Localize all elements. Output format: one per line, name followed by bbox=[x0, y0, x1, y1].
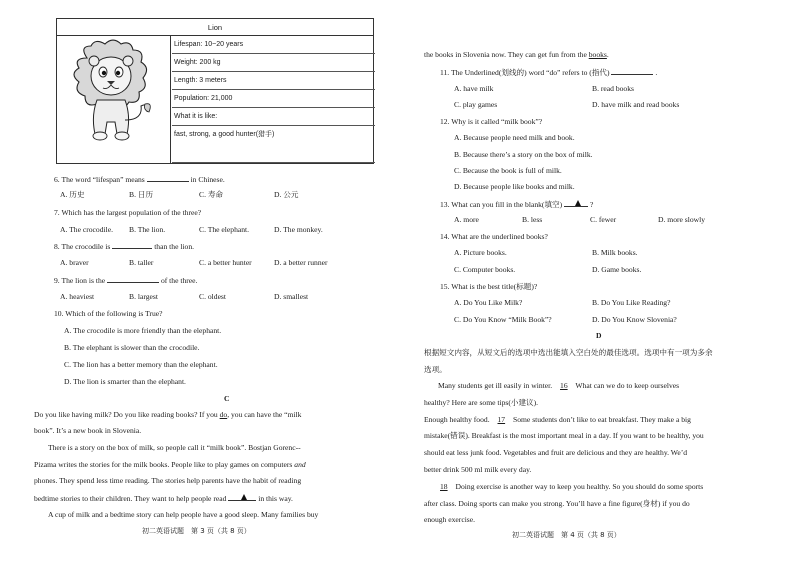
q13-option-d[interactable]: D. more slowly bbox=[658, 215, 706, 224]
question-8-stem bbox=[54, 242, 194, 252]
lion-cartoon-image bbox=[57, 36, 169, 161]
q13-blank[interactable] bbox=[564, 200, 588, 207]
passage-c-continuation bbox=[424, 51, 609, 60]
blank-18[interactable]: 18 bbox=[440, 482, 448, 491]
passage-c-blank-13[interactable] bbox=[228, 494, 256, 501]
passage-d-line-5: should eat less junk food. Vegetables and fruit are delicious and they are healthy. We’d bbox=[424, 448, 688, 457]
lion-info-table bbox=[56, 18, 374, 164]
passage-c-line-2: book”. It’s a new book in Slovenia. bbox=[34, 426, 142, 435]
q12-option-d[interactable]: D. Because people like books and milk. bbox=[454, 182, 575, 191]
table-row-length: Length: 3 meters bbox=[172, 72, 375, 90]
passage-c-line-3: There is a story on the box of milk, so people call it “milk book”. Bostjan Gorenc-- bbox=[48, 443, 301, 452]
blank-16[interactable]: 16 bbox=[560, 381, 568, 390]
continuation-period: . bbox=[606, 50, 609, 59]
passage-d-p1-b: What can we do to keep ourselves bbox=[575, 381, 680, 390]
triangle-marker-icon bbox=[241, 494, 247, 500]
passage-c-line-7: A cup of milk and a bedtime story can help people have a good sleep. Many families buy bbox=[48, 510, 319, 519]
q9-option-c[interactable]: C. oldest bbox=[199, 292, 227, 301]
passage-d-line-6: better drink 500 ml milk every day. bbox=[424, 465, 532, 474]
passage-c-line-4 bbox=[34, 461, 306, 470]
triangle-marker-icon bbox=[575, 200, 581, 206]
q8-stem-a: 8. The crocodile is bbox=[54, 242, 111, 251]
passage-c-and: and bbox=[294, 460, 306, 469]
q9-option-a[interactable]: A. heaviest bbox=[60, 292, 95, 301]
question-15-stem: 15. What is the best title(标题)? bbox=[440, 282, 538, 291]
q12-option-c[interactable]: C. Because the book is full of milk. bbox=[454, 166, 562, 175]
q7-option-b[interactable]: B. The lion. bbox=[129, 225, 166, 234]
question-7-stem: 7. Which has the largest population of the three? bbox=[54, 208, 202, 217]
section-d-instruction-2: 选项。 bbox=[424, 365, 447, 374]
table-row-weight: Weight: 200 kg bbox=[172, 54, 375, 72]
question-12-stem: 12. Why is it called “milk book”? bbox=[440, 117, 543, 126]
passage-c-line-5: phones. They spend less time reading. The stories help parents have the habit of reading bbox=[34, 476, 302, 485]
section-d-heading: D bbox=[596, 331, 602, 340]
q10-option-a[interactable]: A. The crocodile is more friendly than the elephant. bbox=[64, 326, 222, 335]
passage-d-line-2: healthy? Here are some tips(小建议). bbox=[424, 398, 539, 407]
passage-d-line-7 bbox=[434, 483, 703, 492]
passage-d-line-3 bbox=[424, 416, 691, 425]
q6-stem-b: in Chinese. bbox=[190, 175, 225, 184]
section-d-instruction-1: 根据短文内容，从短文后的选项中选出能填入空白处的最佳选项。选项中有一项为多余 bbox=[424, 348, 713, 357]
q13-stem-b: ? bbox=[590, 200, 594, 209]
q11-option-d[interactable]: D. have milk and read books bbox=[592, 100, 680, 109]
q7-option-d[interactable]: D. The monkey. bbox=[274, 225, 323, 234]
q15-option-c[interactable]: C. Do You Know “Milk Book”? bbox=[454, 315, 552, 324]
q13-option-b[interactable]: B. less bbox=[522, 215, 543, 224]
passage-c-p1-a: Do you like having milk? Do you like reading books? If you bbox=[34, 410, 218, 419]
traits-text: fast, strong, a good hunter(猎手) bbox=[174, 131, 275, 138]
q12-option-b[interactable]: B. Because there’s a story on the box of milk. bbox=[454, 150, 593, 159]
table-row-lifespan: Lifespan: 10~20 years bbox=[172, 36, 375, 54]
q13-stem-a: 13. What can you fill in the blank(填空) bbox=[440, 200, 563, 209]
question-13-stem bbox=[440, 200, 593, 210]
passage-d-p2-a: Enough healthy food. bbox=[424, 415, 490, 424]
q14-option-c[interactable]: C. Computer books. bbox=[454, 265, 516, 274]
q6-option-c[interactable]: C. 寿命 bbox=[199, 190, 224, 199]
table-row-traits bbox=[172, 126, 375, 163]
q11-blank[interactable] bbox=[611, 68, 653, 75]
q9-blank[interactable] bbox=[107, 276, 159, 283]
q15-option-d[interactable]: D. Do You Know Slovenia? bbox=[592, 315, 677, 324]
q11-stem-b: . bbox=[655, 68, 658, 77]
table-row-population: Population: 21,000 bbox=[172, 90, 375, 108]
q7-option-c[interactable]: C. The elephant. bbox=[199, 225, 250, 234]
q9-stem-b: of the three. bbox=[160, 276, 198, 285]
q6-blank[interactable] bbox=[147, 175, 189, 182]
table-row-what-like: What it is like: bbox=[172, 108, 375, 126]
passage-d-p2-b: Some students don’t like to eat breakfast. They make a big bbox=[513, 415, 691, 424]
q13-option-a[interactable]: A. more bbox=[454, 215, 479, 224]
q6-option-b[interactable]: B. 日历 bbox=[129, 190, 154, 199]
q14-option-b[interactable]: B. Milk books. bbox=[592, 248, 638, 257]
passage-c-line-6 bbox=[34, 494, 293, 504]
q6-option-d[interactable]: D. 公元 bbox=[274, 190, 299, 199]
q8-stem-b: than the lion. bbox=[154, 242, 195, 251]
passage-d-line-9: enough exercise. bbox=[424, 515, 476, 524]
q10-option-d[interactable]: D. The lion is smarter than the elephant. bbox=[64, 377, 186, 386]
q10-option-b[interactable]: B. The elephant is slower than the crocodile. bbox=[64, 343, 200, 352]
q8-blank[interactable] bbox=[112, 242, 152, 249]
q8-option-b[interactable]: B. taller bbox=[129, 258, 154, 267]
passage-c-p1-b: , you can have the “milk bbox=[227, 410, 302, 419]
q15-option-b[interactable]: B. Do You Like Reading? bbox=[592, 298, 671, 307]
q14-option-a[interactable]: A. Picture books. bbox=[454, 248, 507, 257]
passage-d-line-8: after class. Doing sports can make you strong. You’ll have a fine figure(身材) if you do bbox=[424, 499, 690, 508]
passage-d-p1-a: Many students get ill easily in winter. bbox=[438, 381, 553, 390]
q11-stem-a: 11. The Underlined(划线的) word “do” refers to (指代) bbox=[440, 68, 610, 77]
table-header: Lion bbox=[57, 19, 373, 36]
question-14-stem: 14. What are the underlined books? bbox=[440, 232, 548, 241]
q6-option-a[interactable]: A. 历史 bbox=[60, 190, 85, 199]
passage-c-p2-b: Pizama writes the stories for the milk books. People like to play games on computers bbox=[34, 460, 293, 469]
q9-option-b[interactable]: B. largest bbox=[129, 292, 158, 301]
q6-stem-a: 6. The word “lifespan” means bbox=[54, 175, 145, 184]
passage-c-p2-e: in this way. bbox=[258, 494, 293, 503]
q10-option-c[interactable]: C. The lion has a better memory than the elephant. bbox=[64, 360, 218, 369]
q11-option-a[interactable]: A. have milk bbox=[454, 84, 494, 93]
passage-d-line-4: mistake(错误). Breakfast is the most important meal in a day. If you want to be healthy, you bbox=[424, 431, 704, 440]
question-11-stem bbox=[440, 68, 657, 78]
q15-option-a[interactable]: A. Do You Like Milk? bbox=[454, 298, 523, 307]
q13-option-c[interactable]: C. fewer bbox=[590, 215, 617, 224]
passage-d-p3-a: Doing exercise is another way to keep you healthy. So you should do some sports bbox=[455, 482, 704, 491]
page-3-footer: 初二英语试题 第 3 页（共 8 页） bbox=[142, 527, 251, 535]
underlined-books: books bbox=[588, 50, 607, 59]
question-10-stem: 10. Which of the following is True? bbox=[54, 309, 163, 318]
blank-17[interactable]: 17 bbox=[497, 415, 506, 424]
passage-c-line-1 bbox=[34, 411, 301, 420]
passage-c-p2-d: bedtime stories to their children. They want to help people read bbox=[34, 494, 227, 503]
q14-option-d[interactable]: D. Game books. bbox=[592, 265, 642, 274]
passage-d-line-1 bbox=[438, 382, 679, 391]
q11-option-b[interactable]: B. read books bbox=[592, 84, 634, 93]
lion-image-cell bbox=[57, 36, 171, 163]
underlined-do: do bbox=[219, 410, 228, 419]
question-9-stem bbox=[54, 276, 197, 286]
q11-option-c[interactable]: C. play games bbox=[454, 100, 498, 109]
q9-stem-a: 9. The lion is the bbox=[54, 276, 106, 285]
q8-option-a[interactable]: A. braver bbox=[60, 258, 89, 267]
question-6-stem bbox=[54, 175, 225, 185]
section-c-heading: C bbox=[224, 394, 230, 403]
q7-option-a[interactable]: A. The crocodile. bbox=[60, 225, 113, 234]
q8-option-c[interactable]: C. a better hunter bbox=[199, 258, 252, 267]
q8-option-d[interactable]: D. a better runner bbox=[274, 258, 328, 267]
q9-option-d[interactable]: D. smallest bbox=[274, 292, 309, 301]
continuation-text: the books in Slovenia now. They can get fun from the bbox=[424, 50, 587, 59]
q12-option-a[interactable]: A. Because people need milk and book. bbox=[454, 133, 575, 142]
page-4-footer: 初二英语试题 第 4 页（共 8 页） bbox=[512, 531, 621, 539]
